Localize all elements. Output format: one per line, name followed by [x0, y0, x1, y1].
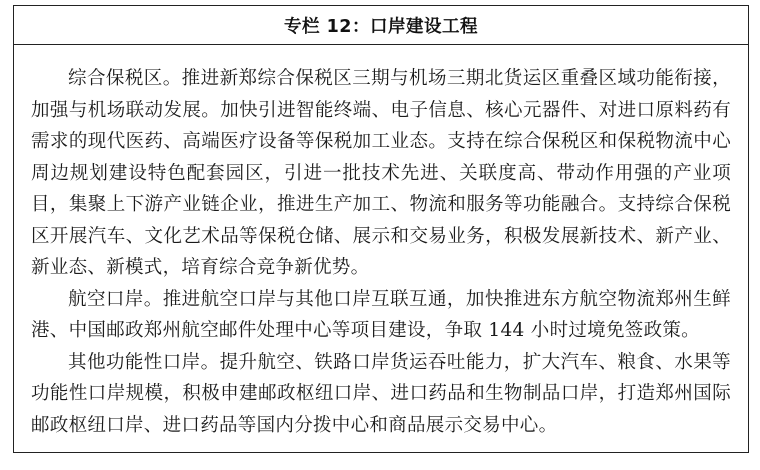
column-body — [14, 45, 748, 441]
paragraph-functional-ports: 其他功能性口岸。提升航空、铁路口岸货运吞吐能力，扩大汽车、粮食、水果等功能性口岸规模，积极申建邮政枢纽口岸、进口药品和生物制品口岸，打造郑州国际邮政枢纽口岸、进口药品等国内分拨中心和商品展示交易中心。 — [31, 351, 731, 436]
column-header — [14, 6, 748, 45]
paragraph-air-port: 航空口岸。推进航空口岸与其他口岸互联互通，加快推进东方航空物流郑州生鲜港、中国邮政郑州航空邮件处理中心等项目建设，争取 144 小时过境免签政策。 — [31, 288, 731, 341]
paragraph-bonded-zone: 综合保税区。推进新郑综合保税区三期与机场三期北货运区重叠区域功能衔接，加强与机场联动发展。加快引进智能终端、电子信息、核心元器件、对进口原料药有需求的现代医药、高端医疗设备等保税加工业态。支持在综合保税区和保税物流中心周边规划建设特色配套园区，引进一批技术先进、关联度高、带动作用强的产业项目，集聚上下游产业链企业，推进生产加工、物流和服务等功能融合。支持综合保税区开展汽车、文化艺术品等保税仓储、展示和交易业务，积极发展新技术、新产业、新业态、新模式，培育综合竞争新优势。 — [31, 68, 731, 278]
column-title: 专栏 12：口岸建设工程 — [284, 16, 478, 37]
column-box — [13, 5, 749, 453]
